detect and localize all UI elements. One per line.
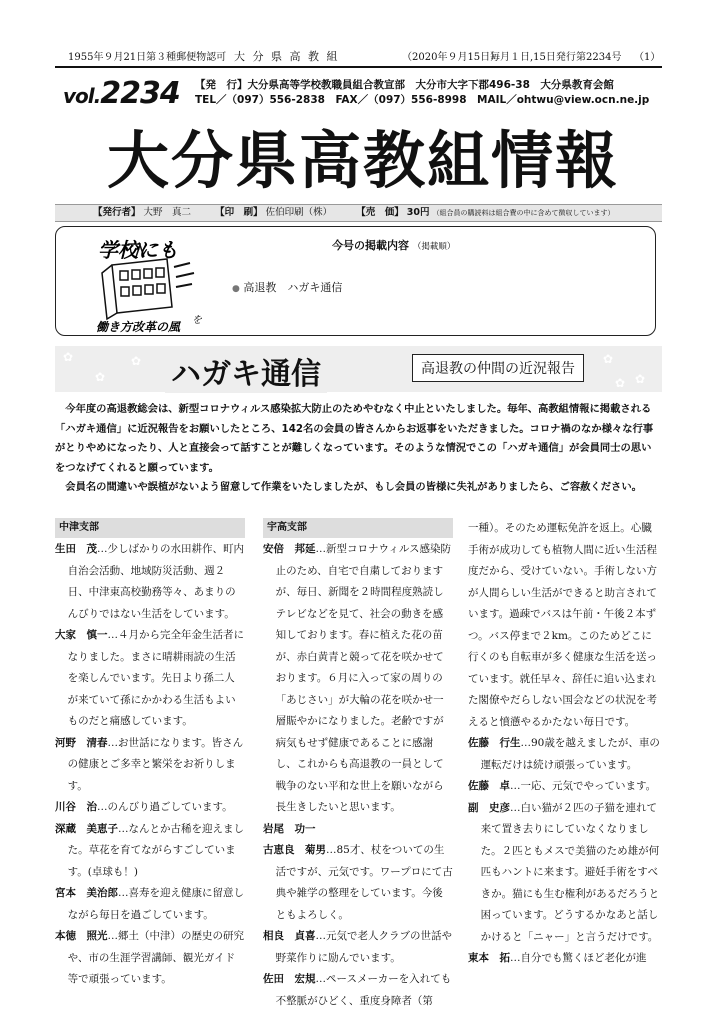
price-note: （組合員の購読料は組合費の中に含めて徴収しています） bbox=[432, 209, 615, 217]
member-name: 宮本 美治郎 bbox=[55, 887, 118, 899]
member-name: 相良 貞喜 bbox=[263, 930, 316, 942]
member-name: 本徳 照光 bbox=[55, 930, 108, 942]
member-name: 生田 茂 bbox=[55, 543, 97, 555]
member-message: …なんとか古稀を迎えました。草花を育てながらすごしています。(卓球も！) bbox=[67, 822, 244, 878]
member-name: 岩尾 功一 bbox=[263, 822, 316, 835]
member-name: 佐藤 卓 bbox=[468, 780, 510, 792]
member-message: …ペースメーカーを入れても不整脈がひどく、重度身障者（第 bbox=[275, 973, 452, 1007]
branch-heading: 中津支部 bbox=[55, 518, 245, 538]
member-entry bbox=[263, 539, 453, 819]
price-value: 30円 bbox=[406, 207, 430, 218]
member-name: 河野 清春 bbox=[55, 736, 108, 749]
flower-icon: ✿ bbox=[635, 372, 646, 386]
member-name: 佐藤 行生 bbox=[468, 737, 521, 749]
member-entry bbox=[55, 819, 245, 884]
article-intro bbox=[55, 400, 661, 498]
flower-icon: ✿ bbox=[95, 370, 106, 384]
member-message: …のんびり過ごしています。 bbox=[97, 801, 233, 813]
member-name: 深蔵 美恵子 bbox=[55, 822, 118, 835]
member-message: …白い猫が２匹の子猫を連れて来て置き去りにしていなくなりました。２匹ともメスで美猫のため雄が何匹もハントに来ます。避妊手術をすべきか。猫にも生む権利があるだろうと困っています。どうするかなあと話しかけると「ニャー」と言うだけです。 bbox=[480, 801, 660, 943]
member-message: …85才、杖をついての生活ですが、元気です。ワープロにて古典や雑学の整理をしています。今後ともよろしく。 bbox=[275, 844, 453, 921]
member-name: 副 史彦 bbox=[468, 801, 510, 814]
page-number: （1） bbox=[634, 52, 661, 63]
member-entry bbox=[263, 926, 453, 969]
member-message: …一応、元気でやっています。 bbox=[510, 780, 657, 792]
headline-band bbox=[55, 346, 662, 392]
flower-icon: ✿ bbox=[63, 350, 74, 364]
flower-icon: ✿ bbox=[603, 352, 614, 366]
top-rule bbox=[55, 66, 662, 68]
logo-text-top: 学校にも bbox=[98, 238, 178, 262]
contents-title-note: （掲載順） bbox=[412, 242, 456, 252]
contents-item-label: 高退教 ハガキ通信 bbox=[243, 281, 343, 294]
issuer-label: 【発行者】 bbox=[93, 207, 141, 218]
issuer-info-bar bbox=[55, 204, 662, 222]
article-title: ハガキ通信 bbox=[165, 349, 327, 393]
flower-icon: ✿ bbox=[131, 354, 142, 368]
member-message: …お世話になります。皆さんの健康とご多幸と繁栄をお祈りします。 bbox=[67, 736, 244, 792]
member-message: …90歳を越えましたが、車の運転だけは続け頑張っています。 bbox=[480, 737, 660, 771]
member-name: 東本 拓 bbox=[468, 952, 510, 964]
member-name: 川谷 治 bbox=[55, 801, 97, 813]
member-entry bbox=[263, 969, 453, 1012]
top-header-line bbox=[60, 48, 660, 64]
publisher-line-2: TEL／（097）556-2838 FAX／（097）556-8998 MAIL／ohtwu@view.ocn.ne.jp bbox=[195, 94, 650, 106]
member-message: …郷土（中津）の歴史の研究や、市の生涯学習講師、観光ガイド等で頑張っています。 bbox=[67, 930, 244, 985]
issue-number: 第2234号 bbox=[576, 52, 622, 63]
member-entry bbox=[468, 733, 661, 776]
logo-text-bottom: 働き方改革の風 bbox=[96, 320, 181, 334]
issuer-name: 大野 真二 bbox=[143, 207, 192, 218]
member-entry bbox=[468, 798, 661, 949]
member-message: …少しばかりの水田耕作、町内自治会活動、地域防災活動、週２日、中津東高校勤務等々、あまりのんびりではない生活をしています。 bbox=[67, 543, 244, 620]
member-entry bbox=[55, 539, 245, 625]
member-entry bbox=[468, 948, 661, 970]
org-name: 大 分 県 高 教 組 bbox=[234, 50, 340, 63]
bullet-icon: ● bbox=[232, 284, 240, 294]
member-message-continued: 一種）。そのため運転免許を返上。心臓手術が成功しても植物人間に近い生活程度だから、受けていない。手術しない方が人間らしい生活ができると助言されています。過疎でバスは午前・午後２本ずつ。バス停まで２km。このためどこに行くのも自転車が多く健康な生活を送っています。就任早々、辞任に追い込まれた閣僚やだらしない国会などの状況を考えると憤懣やるかたない毎日です。 bbox=[468, 522, 657, 728]
postal-permit: 1955年９月21日第３種郵便物認可 bbox=[68, 52, 227, 63]
member-entry bbox=[263, 840, 453, 926]
member-name: 安倍 邦延 bbox=[263, 543, 316, 555]
member-name: 大家 慎一 bbox=[55, 629, 108, 641]
intro-paragraph: 会員名の間違いや誤植がないよう留意して作業をいたしましたが、もし会員の皆様に失礼がありましたら、ご容赦ください。 bbox=[65, 481, 642, 493]
issue-date: （2020年９月15日） bbox=[402, 52, 501, 63]
member-entry bbox=[55, 926, 245, 991]
issue-frequency: 毎月１日,15日発行 bbox=[490, 52, 576, 63]
newsletter-title: 大分県高教組情報 bbox=[106, 124, 619, 197]
column-3 bbox=[468, 518, 661, 970]
publisher-line-1: 【発 行】大分県高等学校教職員組合教宣部 大分市大字下郡496-38 大分県教育会館 bbox=[195, 79, 614, 91]
column-1 bbox=[55, 518, 245, 991]
price-label: 【売 価】 bbox=[356, 207, 404, 218]
contents-item[interactable] bbox=[232, 279, 342, 295]
member-message: …喜寿を迎え健康に留意しながら毎日を過ごしています。 bbox=[67, 887, 244, 921]
member-name: 古恵良 菊男 bbox=[263, 844, 326, 856]
member-entry bbox=[55, 625, 245, 733]
member-message: …４月から完全年金生活者になりました。まさに晴耕雨読の生活を楽しんでいます。先日より孫二人が来ていて孫にかかわる生活もよいものだと痛感しています。 bbox=[67, 629, 244, 727]
intro-paragraph: 今年度の高退教総会は、新型コロナウィルス感染拡大防止のためやむなく中止といたしました。毎年、高教組情報に掲載される「ハガキ通信」に近況報告をお願いしたところ、142名の会員の皆さんからお返事をいただきました。コロナ禍のなか様々な行事がとりやめになったり、人と直接会って話すことが難しくなっています。そのような情況でこの「ハガキ通信」が会員同士の思いをつなげてくれると願っています。 bbox=[55, 403, 654, 474]
member-entry bbox=[55, 883, 245, 926]
work-style-reform-logo bbox=[72, 227, 242, 335]
branch-heading: 宇高支部 bbox=[263, 518, 453, 538]
volume-number: 2234 bbox=[100, 76, 180, 111]
member-message: …自分でも驚くほど老化が進 bbox=[510, 952, 647, 964]
member-entry bbox=[55, 733, 245, 798]
member-entry bbox=[468, 776, 661, 798]
publisher-info bbox=[195, 78, 660, 108]
logo-text-tail: を bbox=[192, 315, 202, 326]
column-2 bbox=[263, 518, 453, 1012]
member-message: …元気で老人クラブの世話や野菜作りに励んでいます。 bbox=[275, 930, 452, 964]
member-entry bbox=[55, 797, 245, 819]
printer-label: 【印 刷】 bbox=[215, 207, 263, 218]
contents-title: 今号の掲載内容 （掲載順） bbox=[332, 239, 456, 252]
member-entry bbox=[263, 819, 453, 841]
member-name: 佐田 宏規 bbox=[263, 973, 316, 985]
volume-label: vol.2234 bbox=[63, 76, 180, 111]
contents-box bbox=[55, 226, 656, 336]
article-subtitle: 高退教の仲間の近況報告 bbox=[412, 354, 584, 382]
member-message: …新型コロナウィルス感染防止のため、自宅で自粛しておりますが、毎日、新聞を２時間程度熟読しテレビなどを見て、社会の動きを感知しております。春に植えた花の苗が、赤白黄青と競って花を咲かせております。６月に入って家の周りの「あじさい」が大輪の花を咲かせ一層賑やかになりました。老齢ですが病気もせず健康であることに感謝し、これからも高退教の一員として戦争のない平和な世上を願いながら長生きしたいと思います。 bbox=[275, 543, 452, 813]
printer-name: 佐伯印刷（株） bbox=[265, 207, 333, 218]
flower-icon: ✿ bbox=[615, 376, 626, 390]
